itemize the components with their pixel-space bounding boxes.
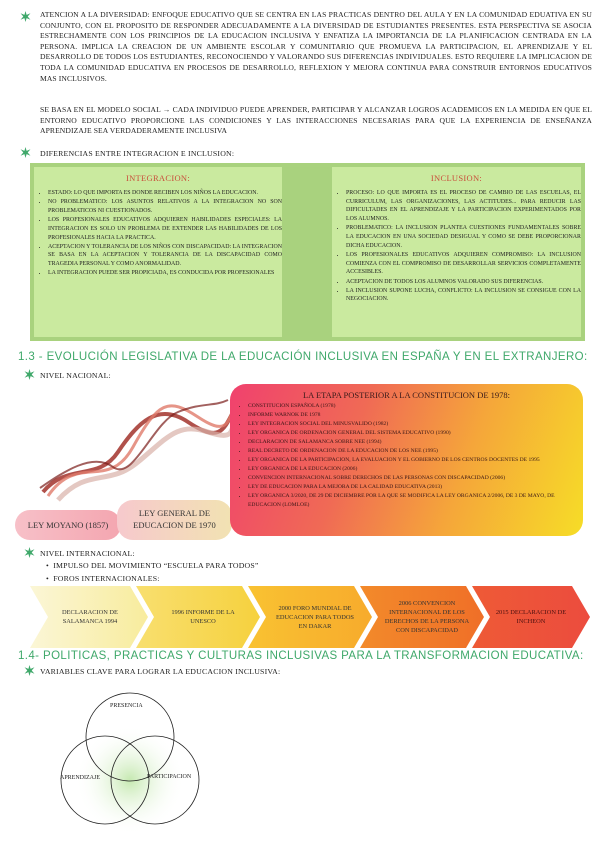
national-level-label: NIVEL NACIONAL:	[40, 371, 111, 380]
star-bullet-icon	[24, 369, 35, 380]
inclusion-title: INCLUSION:	[430, 173, 483, 183]
ley-1970-pill: LEY GENERAL DE EDUCACION DE 1970	[117, 500, 232, 540]
ribbon-decoration	[38, 392, 238, 502]
section-1-3-title: 1.3 - EVOLUCIÓN LEGISLATIVA DE LA EDUCACIÓN INCLUSIVA EN ESPAÑA Y EN EL EXTRANJERO:	[18, 351, 588, 363]
forum-label-5: 2015 DECLARACION DE INCHEON	[495, 609, 567, 625]
comparison-box	[30, 163, 585, 341]
social-model-paragraph: SE BASA EN EL MODELO SOCIAL → CADA INDIVIDUO PUEDE APRENDER, PARTICIPAR Y ALCANZAR LOGROS ACADEMICOS EN LA MEDIDA EN QUE EL ENTORNO EDUCATIVO PROPORCIONE LAS CONDICIONES Y LAS INTERACCIONES NECESARIAS PARA QUE LA EXPERIENCIA DE ENSEÑANZA APRENDIZAJE SEA VERDADERAMENTE INCLUSIVA	[40, 105, 592, 136]
inclusion-item: • LOS PROFESIONALES EDUCATIVOS ADQUIEREN COMPROMISO: LA INCLUSION COMIENZA CON EL COMPROMISO DE DESARROLLAR SERVICIOS COMPLETAMENTE ACCESIBLES.	[346, 251, 581, 277]
post-constitution-list	[230, 402, 583, 510]
inclusion-item: • ACEPTACION DE TODOS LOS ALUMNOS VALORADO SUS DIFERENCIAS.	[346, 278, 581, 287]
star-bullet-icon	[24, 665, 35, 676]
ley-moyano-pill: LEY MOYANO (1857)	[15, 510, 121, 540]
post-constitution-title: LA ETAPA POSTERIOR A LA CONSTITUCION DE 1978:	[302, 390, 511, 400]
post-constitution-item: • LEY ORGANICA DE ORDENACION GENERAL DEL SISTEMA EDUCATIVO (1990)	[248, 429, 583, 438]
post-constitution-item: • LEY ORGANICA DE LA EDUCACION (2006)	[248, 465, 583, 474]
venn-label-aprendizaje: APRENDIZAJE	[60, 775, 100, 781]
section-1-4-title: 1.4- POLITICAS, PRACTICAS Y CULTURAS INCLUSIVAS PARA LA TRANSFORMACION EDUCATIVA:	[18, 650, 584, 662]
variables-label: VARIABLES CLAVE PARA LOGRAR LA EDUCACION INCLUSIVA:	[40, 667, 281, 676]
integration-item: • LA INTEGRACION PUEDE SER PROPICIADA, ES CONDUCIDA POR PROFESIONALES	[48, 269, 282, 278]
venn-label-participacion: PARTICIPACION	[147, 774, 192, 780]
post-constitution-item: • LEY DE EDUCACION PARA LA MEJORA DE LA CALIDAD EDUCATIVA (2013)	[248, 483, 583, 492]
inclusion-list	[332, 189, 581, 304]
integration-title: INTEGRACION:	[125, 173, 191, 183]
post-constitution-box	[230, 384, 583, 536]
inclusion-item: • LA INCLUSION SUPONE LUCHA, CONFLICTO: LA INCLUSION SE CONSIGUE CON LA NEGOCIACION.	[346, 287, 581, 304]
post-constitution-item: • LEY ORGANICA 3/2020, DE 29 DE DICIEMBRE POR LA QUE SE MODIFICA LA LEY ORGANICA 2/2006, DE 3 DE MAYO, DE EDUCACION (LOMLOE)	[248, 492, 583, 510]
integration-column	[34, 167, 282, 337]
star-bullet-icon	[20, 147, 31, 158]
forum-label-3: 2000 FORO MUNDIAL DE EDUCACION PARA TODOS EN DAKAR	[275, 604, 354, 630]
differences-heading: DIFERENCIAS ENTRE INTEGRACION E INCLUSION:	[40, 149, 235, 158]
international-bullet-1: • IMPULSO DEL MOVIMIENTO “ESCUELA PARA TODOS”	[46, 561, 259, 570]
inclusion-item: • PROBLEMATICO: LA INCLUSION PLANTEA CUESTIONES FUNDAMENTALES SOBRE LA EDUCACION EN UNA SOCIEDAD DESIGUAL Y COMO SE DEBE PROPORCIONAR DICHA EDUCACION.	[346, 224, 581, 250]
forum-label-2: 1996 INFORME DE LA UNESCO	[171, 609, 235, 625]
post-constitution-item: • CONVENCION INTERNACIONAL SOBRE DERECHOS DE LAS PERSONAS CON DISCAPACIDAD (2006)	[248, 474, 583, 483]
integration-item: • ACEPTACION Y TOLERANCIA DE LOS NIÑOS CON DISCAPACIDAD: LA INTEGRACION SE BASA EN LA ACEPTACION Y TOLERANCIA DE LA DISCAPACIDAD COMO TRAGEDIA PERSONAL Y COMO ANORMALIDAD.	[48, 243, 282, 269]
forum-label-1: DECLARACION DE SALAMANCA 1994	[62, 609, 118, 625]
post-constitution-item: • LEY INTEGRACION SOCIAL DEL MINUSVALIDO (1982)	[248, 420, 583, 429]
integration-item: • LOS PROFESIONALES EDUCATIVOS ADQUIEREN HABILIDADES ESPECIALES: LA INTEGRACION ES SOLO UN PROBLEMA DE EXTENDER LAS HABILIDADES DE LOS PROFESIONALES HACIA LA PRACTICA.	[48, 216, 282, 242]
post-constitution-item: • REAL DECRETO DE ORDENACION DE LA EDUCACION DE LOS NEE (1995)	[248, 447, 583, 456]
post-constitution-item: • INFORME WARNOK DE 1978	[248, 411, 583, 420]
integration-list	[34, 189, 282, 278]
star-bullet-icon	[20, 11, 31, 22]
intro-paragraph: ATENCION A LA DIVERSIDAD: ENFOQUE EDUCATIVO QUE SE CENTRA EN LAS PRACTICAS DENTRO DEL AULA Y EN LA COMUNIDAD EDUATIVA EN SU CONJUNTO, CON EL PROPOSITO DE RESPONDER ADECUADAMENTE A LA DIVERSIDAD DE ESTUDIANTES PRESENTES. ESTA PERSPECTIVA SE ASOCIA ESTRECHAMENTE CON LOS PRINCIPIOS DE LA EDUCACION INCLUSIVA Y ENFATIZA LA IMPORTANCIA DE LA PLANIFICACION CENTRADA EN LA PERSONA. IMPLICA LA CREACION DE UN AMBIENTE ESCOLAR Y COMUNITARIO QUE PROMUEVA LA PARTICIPACION, EL APRENDIZAJE Y EL DESARROLLO DE TODOS LOS ESTUDIANTES, RECONOCIENDO Y VALORANDO SUS DIFERENCIAS INDIVIDUALES. ESTO REQUIERE LA IMPLICACION DE TODA LA COMUNIDAD EDUCATIVA EN PROCESOS DE DESARROLLO, REFLEXION Y MEJORA CONTINUA PARA CONSTRUIR ENTORNOS EDUCATIVOS MAS INCLUSIVOS.	[40, 10, 592, 83]
venn-diagram	[50, 685, 210, 845]
international-bullet-2: • FOROS INTERNACIONALES:	[46, 574, 160, 583]
inclusion-column	[332, 167, 581, 337]
star-bullet-icon	[24, 547, 35, 558]
forum-label-4: 2006 CONVENCION INTERNACIONAL DE LOS DERECHOS DE LA PERSONA CON DISCAPACIDAD	[384, 600, 470, 634]
venn-label-presencia: PRESENCIA	[110, 703, 143, 709]
inclusion-item: • PROCESO: LO QUE IMPORTA ES EL PROCESO DE CAMBIO DE LAS ESCUELAS, EL CURRICULUM, LAS ORGANIZACIONES, LAS ACTITUDES... PARA REDUCIR LAS DIFICULTADES EN EL APRENDIZAJE Y LA PARTICIPACION EXPERIMENTADOS POR LOS ALUMNOS.	[346, 189, 581, 224]
post-constitution-item: • LEY ORGANICA DE LA PARTICIPACION, LA EVALUACION Y EL GOBIERNO DE LOS CENTROS DOCENTES DE 1995	[248, 456, 583, 465]
post-constitution-item: • CONSTITUCION ESPAÑOLA (1978)	[248, 402, 583, 411]
integration-item: • NO PROBLEMATICO: LOS ASUNTOS RELATIVOS A LA INTEGRACION NO SON PROBLEMATICOS NI CUESTIONADOS.	[48, 198, 282, 215]
international-level-label: NIVEL INTERNACIONAL:	[40, 549, 135, 558]
integration-item: • ESTADO: LO QUE IMPORTA ES DONDE RECIBEN LOS NIÑOS LA EDUCACION.	[48, 189, 282, 198]
post-constitution-item: • DECLARACION DE SALAMANCA SOBRE NEE (1994)	[248, 438, 583, 447]
